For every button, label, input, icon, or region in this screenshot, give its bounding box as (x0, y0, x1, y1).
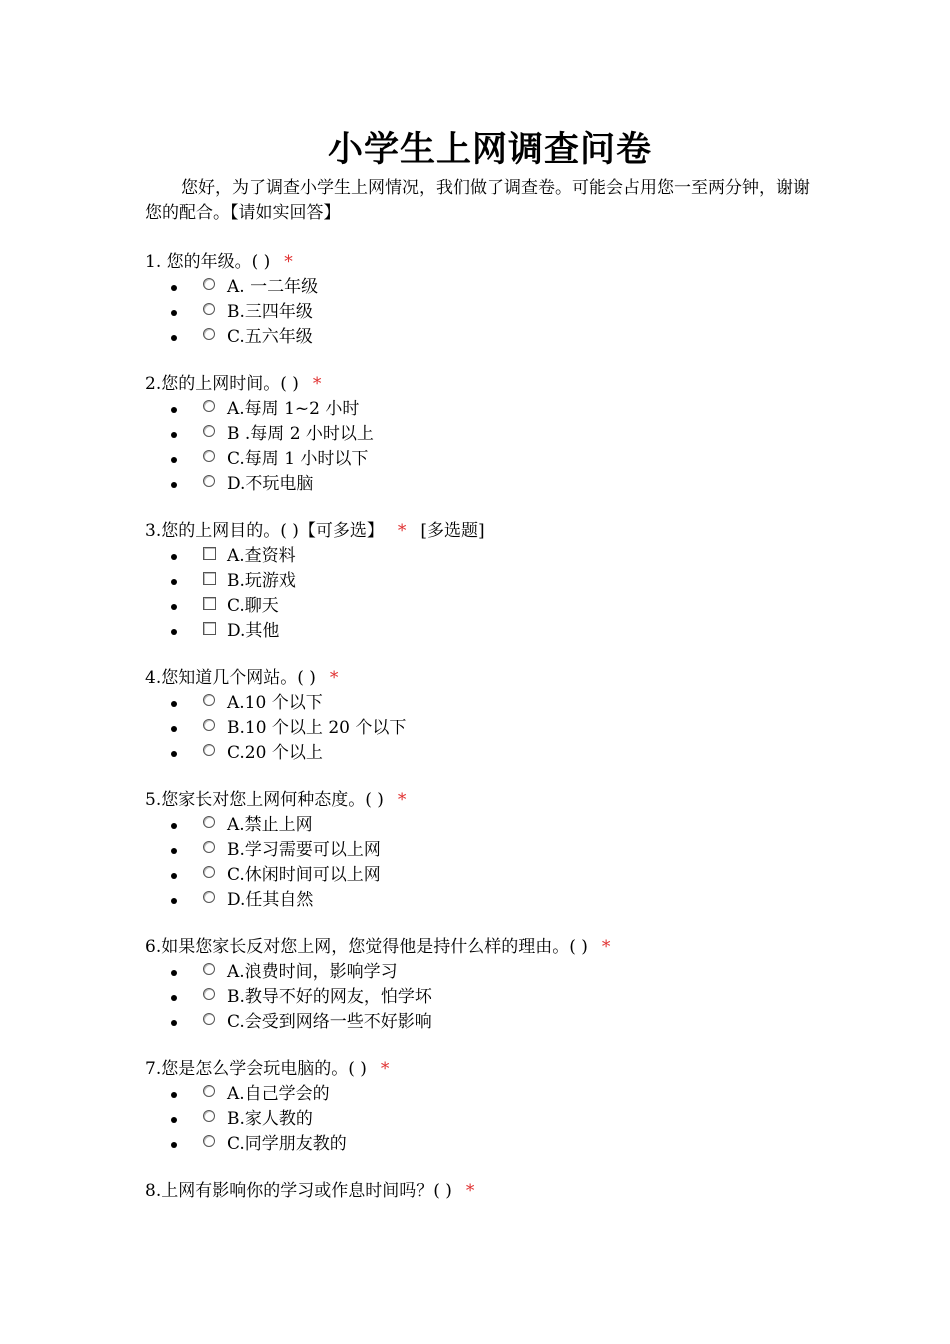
bullet-icon (171, 554, 177, 560)
question-title (145, 250, 815, 275)
option-item[interactable] (145, 325, 815, 350)
option-item[interactable] (145, 888, 815, 913)
radio-button[interactable] (203, 988, 215, 1000)
radio-button[interactable] (203, 303, 215, 315)
bullet-icon (171, 629, 177, 635)
bullet-icon (171, 995, 177, 1001)
question-4 (145, 666, 815, 766)
question-text: 3.您的上网目的。( )【可多选】 (145, 521, 384, 541)
option-label: A.禁止上网 (227, 815, 313, 835)
option-label: A.自己学会的 (227, 1084, 330, 1104)
required-asterisk-icon: * (397, 790, 407, 810)
option-list (145, 544, 815, 644)
radio-button[interactable] (203, 475, 215, 487)
option-item[interactable] (145, 447, 815, 472)
option-label: A.查资料 (227, 546, 296, 566)
question-text: 5.您家长对您上网何种态度。( ) (145, 790, 384, 810)
bullet-icon (171, 407, 177, 413)
radio-button[interactable] (203, 328, 215, 340)
bullet-icon (171, 1092, 177, 1098)
option-label: C.同学朋友教的 (227, 1134, 347, 1154)
question-text: 4.您知道几个网站。( ) (145, 668, 316, 688)
radio-button[interactable] (203, 744, 215, 756)
bullet-icon (171, 1117, 177, 1123)
option-label: A. 一二年级 (227, 277, 319, 297)
checkbox[interactable] (203, 572, 216, 585)
option-label: C.20 个以上 (227, 743, 323, 763)
required-asterisk-icon: * (397, 521, 407, 541)
question-1 (145, 250, 815, 350)
radio-button[interactable] (203, 450, 215, 462)
bullet-icon (171, 751, 177, 757)
radio-button[interactable] (203, 400, 215, 412)
bullet-icon (171, 432, 177, 438)
question-title (145, 372, 815, 397)
question-title (145, 1057, 815, 1082)
radio-button[interactable] (203, 866, 215, 878)
question-3 (145, 519, 815, 644)
bullet-icon (171, 823, 177, 829)
option-item[interactable] (145, 300, 815, 325)
option-item[interactable] (145, 838, 815, 863)
option-label: B.10 个以上 20 个以下 (227, 718, 407, 738)
bullet-icon (171, 310, 177, 316)
checkbox[interactable] (203, 547, 216, 560)
option-label: C.聊天 (227, 596, 279, 616)
option-item[interactable] (145, 1010, 815, 1035)
question-5 (145, 788, 815, 913)
option-label: C.每周 1 小时以下 (227, 449, 369, 469)
required-asterisk-icon: * (380, 1059, 390, 1079)
bullet-icon (171, 579, 177, 585)
question-text: 1. 您的年级。( ) (145, 252, 271, 272)
radio-button[interactable] (203, 278, 215, 290)
option-item[interactable] (145, 716, 815, 741)
option-label: A.每周 1~2 小时 (227, 399, 360, 419)
required-asterisk-icon: * (284, 252, 293, 272)
radio-button[interactable] (203, 1135, 215, 1147)
question-text: 2.您的上网时间。( ) (145, 374, 299, 394)
question-title (145, 666, 815, 691)
question-text: 6.如果您家长反对您上网，您觉得他是持什么样的理由。( ) (145, 937, 588, 957)
bullet-icon (171, 1142, 177, 1148)
bullet-icon (171, 1020, 177, 1026)
bullet-icon (171, 482, 177, 488)
option-label: D.其他 (227, 621, 280, 641)
option-label: A.10 个以下 (227, 693, 323, 713)
question-title (145, 788, 815, 813)
option-item[interactable] (145, 619, 815, 644)
option-item[interactable] (145, 691, 815, 716)
radio-button[interactable] (203, 963, 215, 975)
radio-button[interactable] (203, 891, 215, 903)
option-list (145, 1082, 815, 1157)
bullet-icon (171, 726, 177, 732)
option-list (145, 275, 815, 350)
required-asterisk-icon: * (312, 374, 322, 394)
radio-button[interactable] (203, 719, 215, 731)
required-asterisk-icon: * (329, 668, 339, 688)
survey-page (145, 128, 815, 1226)
bullet-icon (171, 457, 177, 463)
bullet-icon (171, 701, 177, 707)
option-label: B .每周 2 小时以上 (227, 424, 374, 444)
option-list (145, 397, 815, 497)
option-label: D.不玩电脑 (227, 474, 314, 494)
option-item[interactable] (145, 544, 815, 569)
option-label: B.玩游戏 (227, 571, 296, 591)
bullet-icon (171, 898, 177, 904)
option-label: C.休闲时间可以上网 (227, 865, 381, 885)
option-label: C.会受到网络一些不好影响 (227, 1012, 432, 1032)
bullet-icon (171, 335, 177, 341)
radio-button[interactable] (203, 816, 215, 828)
option-list (145, 813, 815, 913)
option-label: B.家人教的 (227, 1109, 313, 1129)
option-item[interactable] (145, 741, 815, 766)
bullet-icon (171, 285, 177, 291)
required-asterisk-icon: * (465, 1181, 475, 1201)
option-item[interactable] (145, 594, 815, 619)
option-item[interactable] (145, 472, 815, 497)
question-6 (145, 935, 815, 1035)
question-text: 8.上网有影响你的学习或作息时间吗？( ) (145, 1181, 452, 1201)
option-item[interactable] (145, 422, 815, 447)
multi-select-tag: [多选题] (420, 521, 485, 541)
bullet-icon (171, 604, 177, 610)
option-item[interactable] (145, 397, 815, 422)
question-title (145, 935, 815, 960)
radio-button[interactable] (203, 1013, 215, 1025)
intro-text: 您好，为了调查小学生上网情况，我们做了调查卷。可能会占用您一至两分钟，谢谢您的配合。【请如实回答】 (145, 178, 810, 223)
radio-button[interactable] (203, 694, 215, 706)
option-label: D.任其自然 (227, 890, 314, 910)
option-item[interactable] (145, 569, 815, 594)
option-list (145, 691, 815, 766)
checkbox[interactable] (203, 597, 216, 610)
option-label: A.浪费时间，影响学习 (227, 962, 398, 982)
question-list (145, 250, 815, 1204)
checkbox[interactable] (203, 622, 216, 635)
option-item[interactable] (145, 1082, 815, 1107)
option-item[interactable] (145, 1107, 815, 1132)
question-7 (145, 1057, 815, 1157)
option-item[interactable] (145, 863, 815, 888)
bullet-icon (171, 848, 177, 854)
option-label: B.教导不好的网友，怕学坏 (227, 987, 432, 1007)
bullet-icon (171, 873, 177, 879)
bullet-icon (171, 970, 177, 976)
option-item[interactable] (145, 813, 815, 838)
option-label: B.三四年级 (227, 302, 313, 322)
option-list (145, 960, 815, 1035)
radio-button[interactable] (203, 1085, 215, 1097)
radio-button[interactable] (203, 1110, 215, 1122)
radio-button[interactable] (203, 841, 215, 853)
question-8 (145, 1179, 815, 1204)
required-asterisk-icon: * (601, 937, 611, 957)
option-item[interactable] (145, 960, 815, 985)
question-title (145, 519, 815, 544)
option-item[interactable] (145, 1132, 815, 1157)
option-item[interactable] (145, 985, 815, 1010)
option-label: C.五六年级 (227, 327, 313, 347)
option-label: B.学习需要可以上网 (227, 840, 381, 860)
question-title (145, 1179, 815, 1204)
page-title: 小学生上网调查问卷 (327, 129, 652, 170)
option-item[interactable] (145, 275, 815, 300)
question-text: 7.您是怎么学会玩电脑的。( ) (145, 1059, 367, 1079)
question-2 (145, 372, 815, 497)
radio-button[interactable] (203, 425, 215, 437)
